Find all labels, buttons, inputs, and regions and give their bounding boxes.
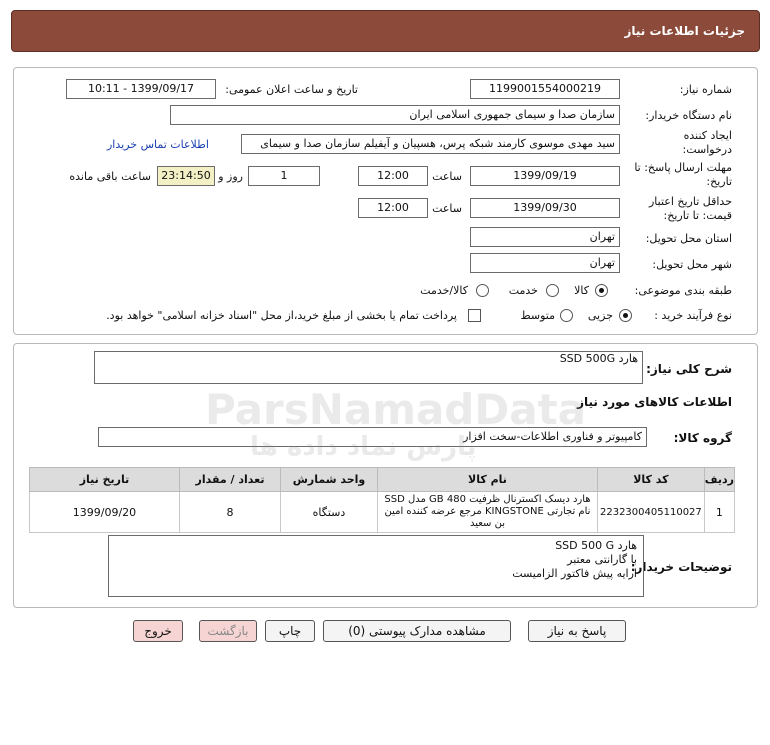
price-date-field: 1399/09/30 — [470, 198, 620, 218]
purchase-small-radio[interactable] — [619, 309, 632, 322]
category-goods-radio[interactable] — [595, 284, 608, 297]
reply-button[interactable]: پاسخ به نیاز — [528, 620, 626, 642]
col-date-header: تاریخ نیاز — [30, 468, 180, 492]
buyer-contact-link[interactable]: اطلاعات تماس خریدار — [107, 138, 209, 151]
buyer-note-line: هارد SSD 500 G — [555, 539, 637, 552]
reply-date-field: 1399/09/19 — [470, 166, 620, 186]
city-label: شهر محل تحویل: — [652, 258, 732, 271]
province-field: تهران — [470, 227, 620, 247]
cell-date: 1399/09/20 — [30, 492, 180, 533]
goods-group-field: کامپیوتر و فناوری اطلاعات-سخت افزار — [98, 427, 647, 447]
announce-field: 1399/09/17 - 10:11 — [66, 79, 216, 99]
cell-code: 2232300405110027 — [597, 492, 704, 533]
city-field: تهران — [470, 253, 620, 273]
category-goods-service-radio[interactable] — [476, 284, 489, 297]
province-label: استان محل تحویل: — [645, 232, 732, 245]
category-service-label: خدمت — [508, 284, 538, 297]
buyer-org-label: نام دستگاه خریدار: — [645, 109, 732, 122]
cell-unit: دستگاه — [280, 492, 377, 533]
need-number-field: 1199001554000219 — [470, 79, 620, 99]
print-button[interactable]: چاپ — [265, 620, 315, 642]
days-label: روز و — [218, 170, 243, 183]
col-row-header: ردیف — [704, 468, 734, 492]
need-number-label: شماره نیاز: — [679, 83, 732, 96]
table-header-row — [30, 468, 735, 492]
summary-label: شرح کلی نیاز: — [646, 362, 732, 376]
announce-label: تاریخ و ساعت اعلان عمومی: — [225, 83, 358, 96]
exit-button[interactable]: خروج — [133, 620, 183, 642]
summary-field: هارد SSD 500G — [94, 351, 643, 384]
col-qty-header: تعداد / مقدار — [179, 468, 280, 492]
attachments-button[interactable]: مشاهده مدارک پیوستی (0) — [323, 620, 511, 642]
purchase-medium-label: متوسط — [520, 309, 555, 322]
col-unit-header: واحد شمارش — [280, 468, 377, 492]
col-code-header: کد کالا — [597, 468, 704, 492]
back-button[interactable]: بازگشت — [199, 620, 257, 642]
category-goods-label: کالا — [574, 284, 589, 297]
category-goods-service-label: کالا/خدمت — [420, 284, 468, 297]
price-validity-label: حداقل تاریخ اعتبار قیمت: تا تاریخ: — [648, 195, 732, 222]
reply-time-field: 12:00 — [358, 166, 428, 186]
treasury-payment-checkbox[interactable] — [468, 309, 481, 322]
remaining-label: ساعت باقی مانده — [69, 170, 151, 183]
reply-time-label: ساعت — [432, 170, 462, 183]
price-time-label: ساعت — [432, 202, 462, 215]
buyer-note-line: ارایه پیش فاکتور الزامیست — [512, 567, 637, 580]
buyer-notes-box — [108, 535, 644, 597]
days-field: 1 — [248, 166, 320, 186]
treasury-payment-note: پرداخت تمام یا بخشی از مبلغ خرید،از محل "اسناد خزانه اسلامی" خواهد بود. — [106, 309, 457, 322]
remaining-time-field: 23:14:50 — [157, 166, 215, 186]
cell-row: 1 — [704, 492, 734, 533]
page-header — [11, 10, 760, 52]
purchase-medium-radio[interactable] — [560, 309, 573, 322]
goods-table-wrap — [29, 467, 735, 533]
goods-info-title: اطلاعات کالاهای مورد نیاز — [577, 395, 732, 409]
cell-name: هارد دیسک اکسترنال ظرفیت 480 GB مدل SSD نام تجارتی KINGSTONE مرجع عرضه کننده امین بن سعید — [377, 492, 597, 533]
purchase-small-label: جزیی — [587, 309, 613, 322]
category-label: طبقه بندی موضوعی: — [634, 284, 732, 297]
goods-group-label: گروه کالا: — [673, 431, 732, 445]
creator-field: سید مهدی موسوی کارمند شبکه پرس، هسپیان و آیفیلم سازمان صدا و سیمای — [241, 134, 620, 154]
buyer-notes-label: توضیحات خریدار: — [630, 560, 732, 574]
creator-label: ایجاد کننده درخواست: — [682, 129, 732, 156]
cell-qty: 8 — [179, 492, 280, 533]
reply-deadline-label: مهلت ارسال پاسخ: تا تاریخ: — [634, 161, 732, 188]
price-time-field: 12:00 — [358, 198, 428, 218]
buyer-note-line: با گارانتی معتبر — [567, 553, 637, 566]
table-row — [30, 492, 735, 533]
purchase-type-label: نوع فرآیند خرید : — [654, 309, 732, 322]
col-name-header: نام کالا — [377, 468, 597, 492]
buyer-org-field: سازمان صدا و سیمای جمهوری اسلامی ایران — [170, 105, 620, 125]
goods-table — [29, 467, 735, 533]
category-service-radio[interactable] — [546, 284, 559, 297]
page-title: جزئیات اطلاعات نیاز — [624, 24, 745, 38]
